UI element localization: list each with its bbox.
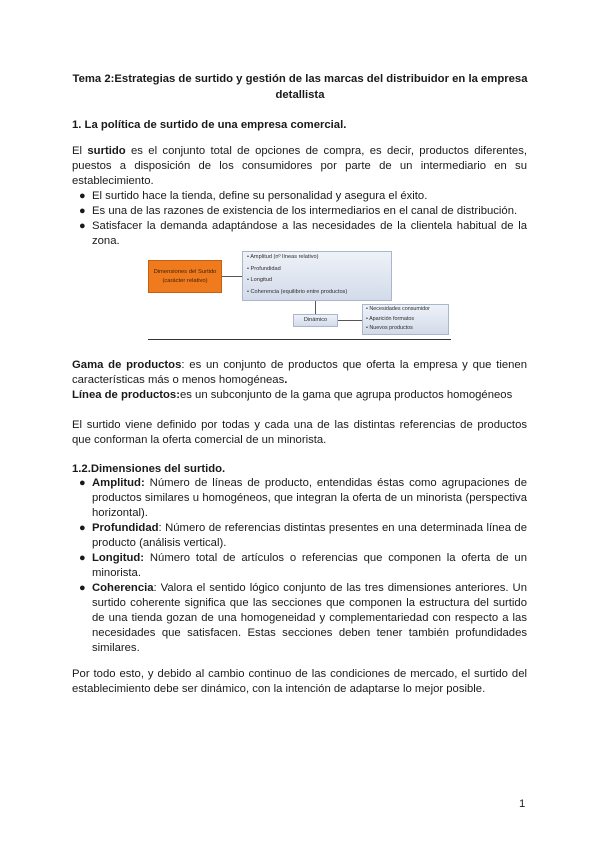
connector-line (338, 320, 362, 321)
linea-paragraph: Línea de productos:es un subconjunto de la gama que agrupa productos homogéneos (72, 389, 513, 401)
diagram-baseline (148, 339, 451, 340)
section-2-heading: 1.2.Dimensiones del surtido. (72, 463, 226, 475)
bullet-icon: ● (79, 552, 86, 564)
bullet-icon: ● (79, 582, 86, 594)
surtido-summary-paragraph: El surtido viene definido por todas y cada una de las distintas referencias de productos que conforman la oferta comercial de un minorista. (72, 419, 527, 446)
surtido-definition-paragraph: El surtido es el conjunto total de opciones de compra, es decir, productos diferentes, puestos a disposición de los consumidores por parte de un intermediario en su establecimiento. (72, 145, 528, 187)
surtido-dimensions-diagram (140, 248, 460, 343)
list-item: ● Coherencia: Valora el sentido lógico conjunto de las tres dimensiones anteriores. Un surtido coherente significa que las secciones que componen la estructura del surtido de una tienda gozan de una homogeneidad y complementariedad con respecto a las necesidades que satisfacen. Estas secciones deben tener también profundidades similares. (79, 582, 527, 654)
dimensions-bullet-list (72, 476, 527, 656)
dimensions-list-box: • Amplitud (nº líneas relativo) • Profundidad • Longitud • Coherencia (equilibrio entre productos) (242, 251, 392, 301)
connector-line (315, 301, 316, 314)
list-item: ● Profundidad: Número de referencias distintas presentes en una determinada línea de producto (análisis vertical). (79, 522, 527, 549)
list-item: ● Es una de las razones de existencia de los intermediarios en el canal de distribución. (79, 205, 518, 217)
linea-term: Línea de productos: (72, 389, 180, 401)
bullet-icon: ● (79, 190, 86, 202)
gama-term: Gama de productos (72, 359, 182, 371)
list-item: ● Longitud: Número total de artículos o referencias que componen la oferta de un minorista. (79, 552, 527, 579)
document-title: Tema 2:Estrategias de surtido y gestión de las marcas del distribuidor en la empresa detallista (72, 73, 528, 101)
section-1-heading: 1. La política de surtido de una empresa comercial. (72, 119, 347, 131)
dynamic-factors-box: • Necesidades consumidor • Aparición formatos • Nuevos productos (362, 304, 449, 335)
bullet-icon: ● (79, 205, 86, 217)
bullet-icon: ● (79, 220, 86, 232)
dynamic-box: Dinámico (293, 314, 338, 327)
surtido-bullet-list (72, 189, 527, 249)
page-number: 1 (519, 798, 526, 810)
list-item: ● Satisfacer la demanda adaptándose a las necesidades de la clientela habitual de la zona. (79, 220, 527, 247)
bullet-icon: ● (79, 477, 86, 489)
conclusion-paragraph: Por todo esto, y debido al cambio continuo de las condiciones de mercado, el surtido del establecimiento debe ser dinámico, con la intención de adaptarse lo mejor posible. (72, 668, 527, 695)
dimensions-main-box: Dimensiones del Surtido (carácter relativo) (148, 260, 222, 293)
list-item: ● El surtido hace la tienda, define su personalidad y asegura el éxito. (79, 190, 428, 202)
gama-paragraph: Gama de productos: es un conjunto de productos que oferta la empresa y que tienen características más o menos homogéneas. (72, 359, 527, 386)
connector-line (222, 276, 242, 277)
list-item: ● Amplitud: Número de líneas de producto, entendidas éstas como agrupaciones de productos similares u homogéneos, que integran la oferta de un minorista (perspectiva horizontal). (79, 477, 527, 519)
bullet-icon: ● (79, 522, 86, 534)
surtido-term: surtido (87, 145, 126, 157)
